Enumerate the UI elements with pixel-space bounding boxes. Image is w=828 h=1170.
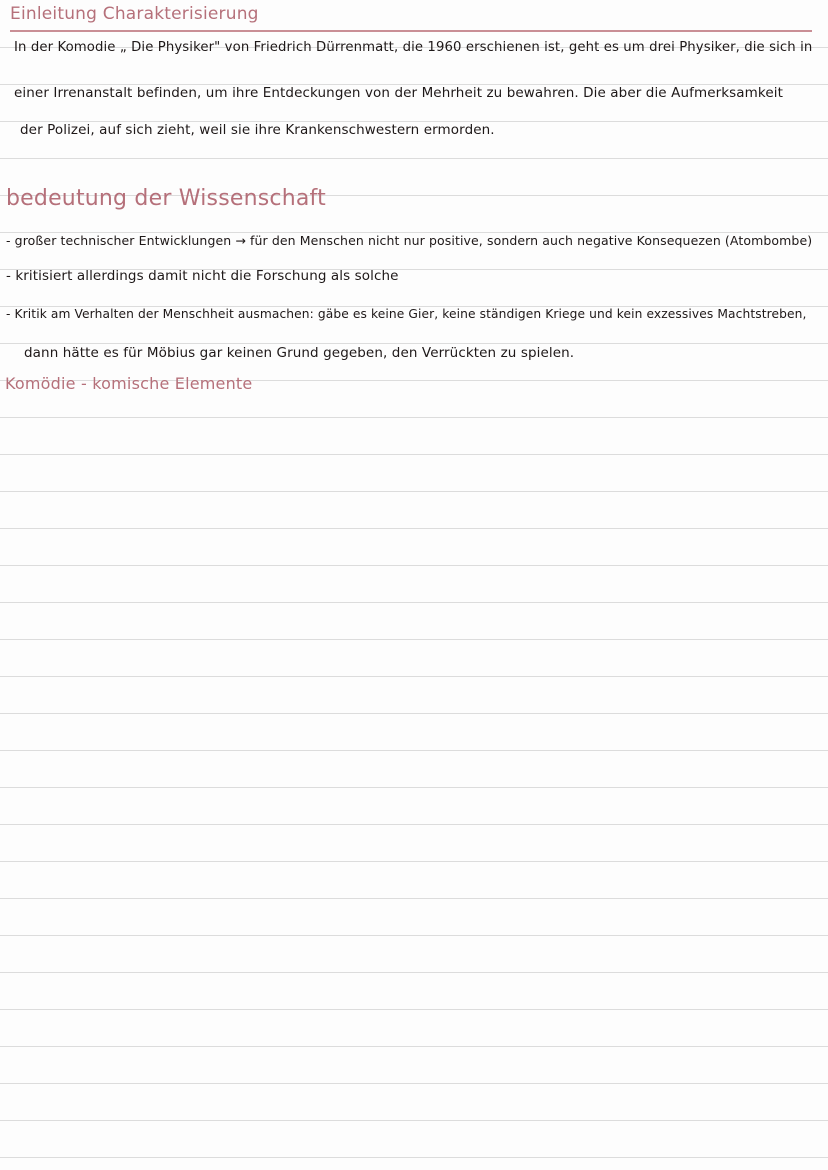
science-bullet-line: - großer technischer Entwicklungen → für den Menschen nicht nur positive, sondern auch negative Konsequezen (Atombombe) (6, 233, 813, 248)
section-heading-science: bedeutung der Wissenschaft (6, 186, 326, 211)
science-bullet-line: - Kritik am Verhalten der Menschheit ausmachen: gäbe es keine Gier, keine ständigen Kriege und kein exzessives Machtstreben, (6, 307, 807, 321)
heading-underline (10, 30, 812, 32)
section-heading-introduction: Einleitung Charakterisierung (10, 4, 259, 24)
intro-text-line: der Polizei, auf sich zieht, weil sie ihre Krankenschwestern ermorden. (20, 122, 495, 138)
science-bullet-line: - kritisiert allerdings damit nicht die Forschung als solche (6, 268, 399, 284)
intro-text-line: einer Irrenanstalt befinden, um ihre Entdeckungen von der Mehrheit zu bewahren. Die aber die Aufmerksamkeit (14, 85, 784, 101)
section-heading-comedy: Komödie - komische Elemente (5, 374, 253, 393)
intro-text-line: In der Komodie „ Die Physiker" von Friedrich Dürrenmatt, die 1960 erschienen ist, geht es um drei Physiker, die sich in (14, 40, 813, 55)
science-bullet-line: dann hätte es für Möbius gar keinen Grund gegeben, den Verrückten zu spielen. (24, 345, 575, 361)
